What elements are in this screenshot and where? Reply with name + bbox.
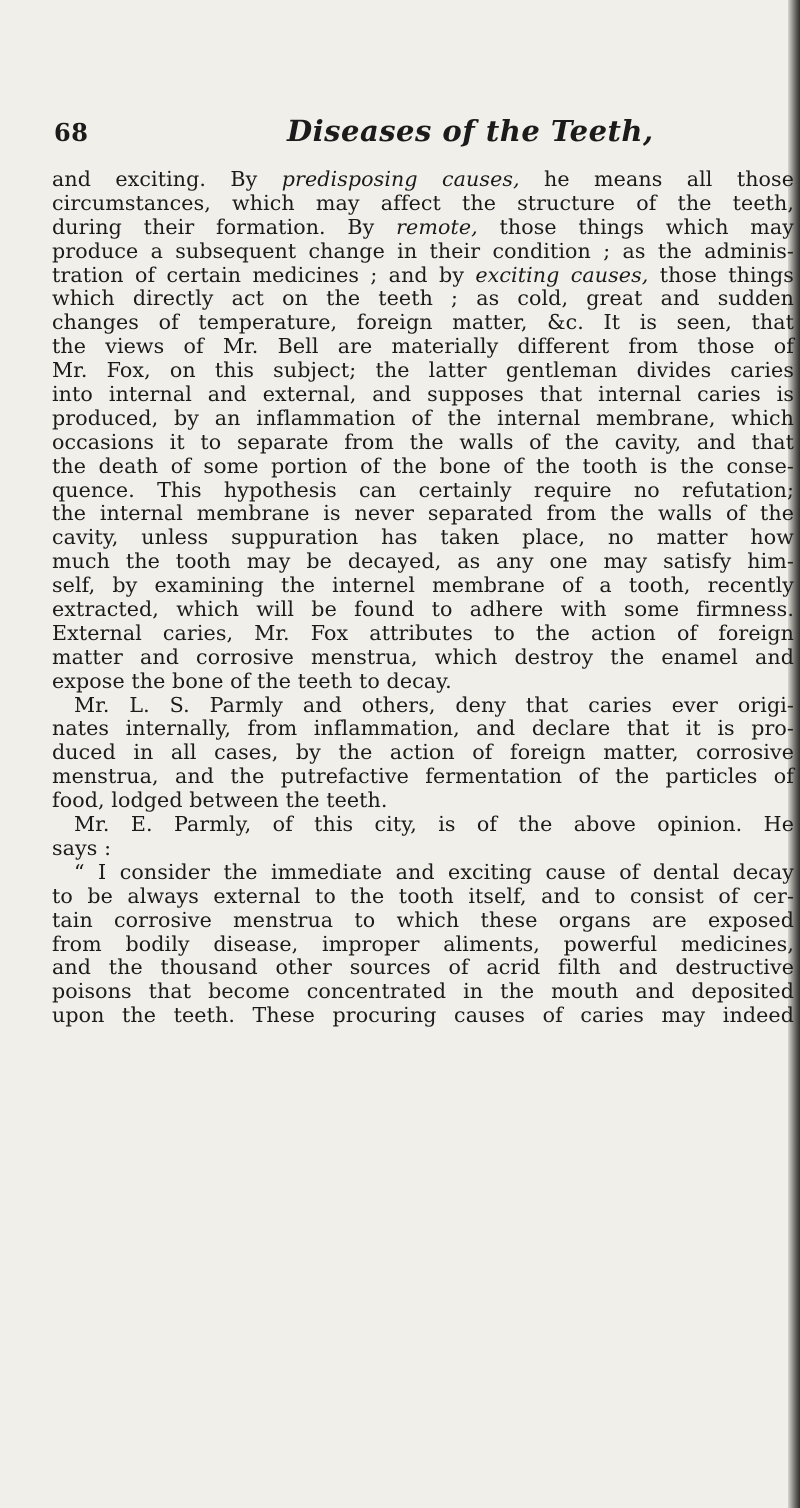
- book-page: [52, 114, 795, 1028]
- text-line: produced, by an inflammation of the internal membrane, which: [52, 405, 794, 430]
- text-line: tain corrosive menstrua to which these organs are exposed: [52, 907, 794, 932]
- page-number: 68: [54, 118, 89, 147]
- text-line: much the tooth may be decayed, as any one may satisfy him-: [52, 549, 794, 574]
- text-line: expose the bone of the teeth to decay.: [52, 668, 452, 693]
- text-line: changes of temperature, foreign matter, &c. It is seen, that: [52, 310, 794, 335]
- text-line: during their formation. By remote, those things which may: [52, 214, 794, 239]
- text-line: food, lodged between the teeth.: [52, 788, 388, 813]
- body-text: [52, 168, 794, 1028]
- text-line: menstrua, and the putrefactive fermentation of the particles of: [52, 764, 794, 789]
- text-line: Mr. Fox, on this subject; the latter gentleman divides caries: [52, 358, 794, 383]
- running-title: Diseases of the Teeth,: [287, 114, 654, 148]
- text-line: and the thousand other sources of acrid filth and destructive: [52, 955, 794, 980]
- text-line: External caries, Mr. Fox attributes to the action of foreign: [52, 620, 794, 645]
- text-line: matter and corrosive menstrua, which destroy the enamel and: [52, 644, 794, 669]
- text-line: duced in all cases, by the action of foreign matter, corrosive: [52, 740, 794, 765]
- text-line: occasions it to separate from the walls of the cavity, and that: [52, 429, 794, 454]
- text-line: upon the teeth. These procuring causes of caries may indeed: [52, 1003, 794, 1028]
- text-line: “ I consider the immediate and exciting cause of dental decay: [74, 859, 794, 884]
- text-line: to be always external to the tooth itself, and to consist of cer-: [52, 883, 794, 908]
- running-head: [52, 114, 794, 168]
- text-line: extracted, which will be found to adhere with some firmness.: [52, 597, 794, 622]
- text-line: quence. This hypothesis can certainly require no refutation;: [52, 477, 794, 502]
- text-line: produce a subsequent change in their condition ; as the adminis-: [52, 238, 794, 263]
- text-line: and exciting. By predisposing causes, he means all those: [52, 167, 795, 191]
- text-line: from bodily disease, improper aliments, powerful medicines,: [52, 931, 794, 956]
- text-line: cavity, unless suppuration has taken place, no matter how: [52, 525, 794, 550]
- text-line: which directly act on the teeth ; as cold, great and sudden: [52, 286, 794, 311]
- text-line: tration of certain medicines ; and by exciting causes, those things: [52, 262, 794, 287]
- text-line: Mr. E. Parmly, of this city, is of the above opinion. He: [74, 812, 794, 837]
- text-line: poisons that become concentrated in the mouth and deposited: [52, 979, 794, 1004]
- text-line: the views of Mr. Bell are materially different from those of: [52, 334, 794, 359]
- text-line: circumstances, which may affect the structure of the teeth,: [52, 190, 794, 215]
- text-line: the internal membrane is never separated from the walls of the: [52, 501, 794, 526]
- text-line: self, by examining the internel membrane of a tooth, recently: [52, 573, 794, 598]
- text-line: nates internally, from inflammation, and declare that it is pro-: [52, 716, 794, 741]
- text-line: Mr. L. S. Parmly and others, deny that caries ever origi-: [74, 692, 794, 717]
- text-line: into internal and external, and supposes that internal caries is: [52, 382, 794, 407]
- text-line: the death of some portion of the bone of the tooth is the conse-: [52, 453, 794, 478]
- text-line: says :: [52, 835, 112, 860]
